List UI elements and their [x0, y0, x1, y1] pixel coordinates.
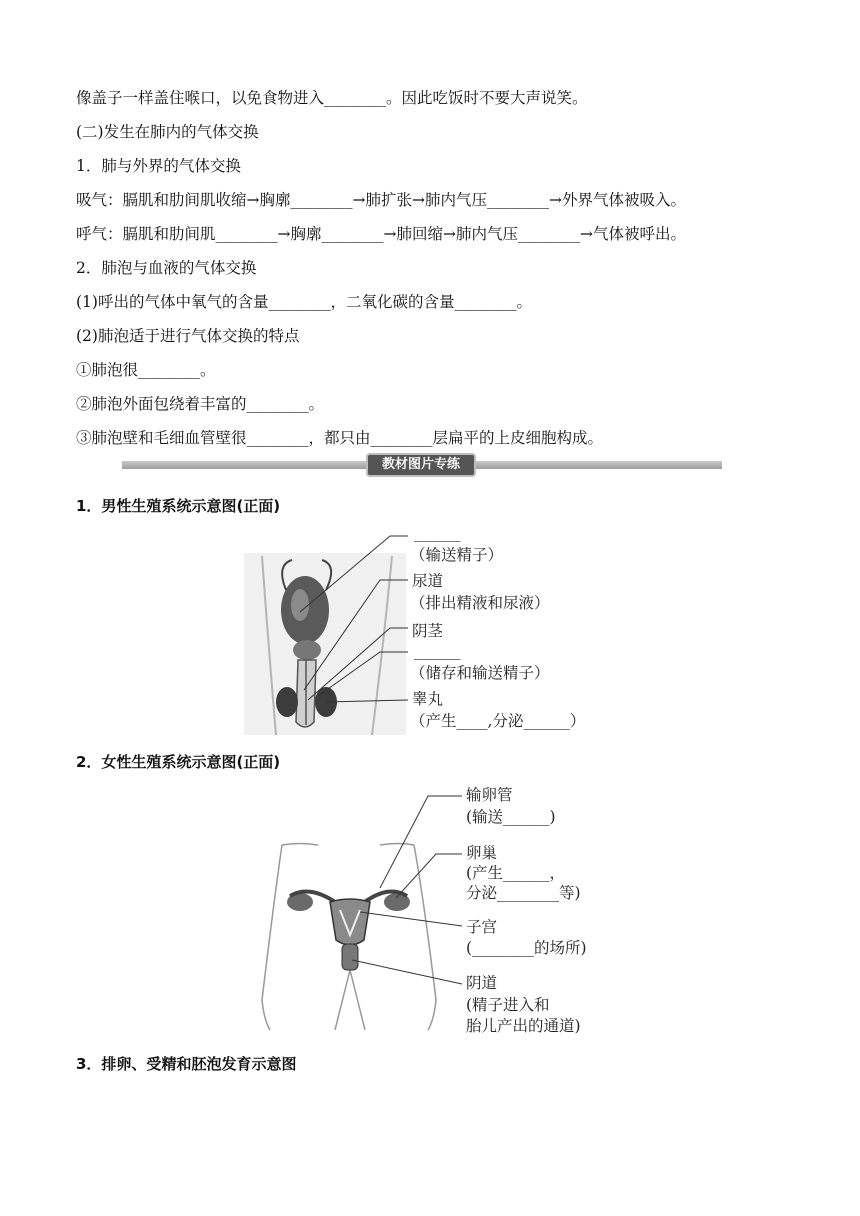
subheading-1: 1．肺与外界的气体交换	[76, 157, 241, 175]
fig2-vagina-desc-2: 胎儿产出的通道)	[466, 1017, 581, 1035]
uterus-shape	[330, 899, 370, 945]
figure-2-waist-right	[380, 844, 414, 846]
fig2-ovary-label: 卵巢	[466, 844, 498, 862]
inhale-line: 吸气：膈肌和肋间肌收缩→胸廓________→肺扩张→肺内气压________→外界气体被吸入。	[76, 191, 686, 209]
fig1-blank-1: ______	[414, 524, 461, 542]
vagina-shape	[342, 944, 358, 970]
section-heading: (二)发生在肺内的气体交换	[76, 123, 259, 141]
feature-2: ②肺泡外面包绕着丰富的________。	[76, 395, 325, 413]
fig1-store-desc: （储存和输送精子）	[410, 664, 550, 682]
fig1-testis-desc: （产生____,分泌______）	[410, 712, 586, 730]
fig2-oviduct-label: 输卵管	[466, 786, 513, 804]
figure-1-title: 1．男性生殖系统示意图(正面)	[76, 497, 281, 515]
fig2-vagina-label: 阴道	[466, 974, 498, 992]
fig1-urethra-desc: （排出精液和尿液）	[410, 594, 550, 612]
section-banner-label: 教材图片专练	[368, 455, 474, 475]
figure-3-title: 3．排卵、受精和胚泡发育示意图	[76, 1055, 297, 1073]
figure-2-waist-left	[282, 844, 318, 846]
fig1-blank-2: ______	[414, 642, 461, 660]
question-2: (2)肺泡适于进行气体交换的特点	[76, 327, 300, 345]
leader-line-vagina	[352, 960, 462, 984]
text-line-1: 像盖子一样盖住喉口，以免食物进入________。因此吃饭时不要大声说笑。	[76, 89, 588, 107]
fig2-oviduct-desc: (输送______)	[466, 808, 556, 826]
fig2-uterus-desc: (________的场所)	[466, 939, 587, 957]
fig1-transport-desc: （输送精子）	[410, 546, 504, 564]
subheading-2: 2．肺泡与血液的气体交换	[76, 259, 257, 277]
fig1-testis-label: 睾丸	[412, 690, 444, 708]
fig2-ovary-desc-1: (产生______，	[466, 864, 566, 882]
fig2-uterus-label: 子宫	[466, 918, 498, 936]
feature-3: ③肺泡壁和毛细血管壁很________，都只由________层扁平的上皮细胞构成。	[76, 429, 604, 447]
fig1-penis-label: 阴茎	[412, 622, 444, 640]
leader-line-ovary	[396, 854, 462, 898]
leader-line-oviduct	[380, 796, 462, 888]
fig2-vagina-desc-1: (精子进入和	[466, 996, 550, 1014]
figure-2-body-left	[262, 845, 282, 1030]
figure-2-title: 2．女性生殖系统示意图(正面)	[76, 753, 281, 771]
feature-1: ①肺泡很________。	[76, 361, 216, 379]
fig2-ovary-desc-2: 分泌________等)	[466, 884, 581, 902]
figure-2-body-right	[414, 845, 436, 1030]
fig1-urethra-label: 尿道	[412, 572, 444, 590]
exhale-line: 呼气：膈肌和肋间肌________→胸廓________→肺回缩→肺内气压________→气体被呼出。	[76, 225, 686, 243]
question-1: (1)呼出的气体中氧气的含量________，二氧化碳的含量________。	[76, 293, 532, 311]
figure-2-legs	[335, 970, 365, 1030]
leader-line-uterus	[360, 912, 462, 926]
